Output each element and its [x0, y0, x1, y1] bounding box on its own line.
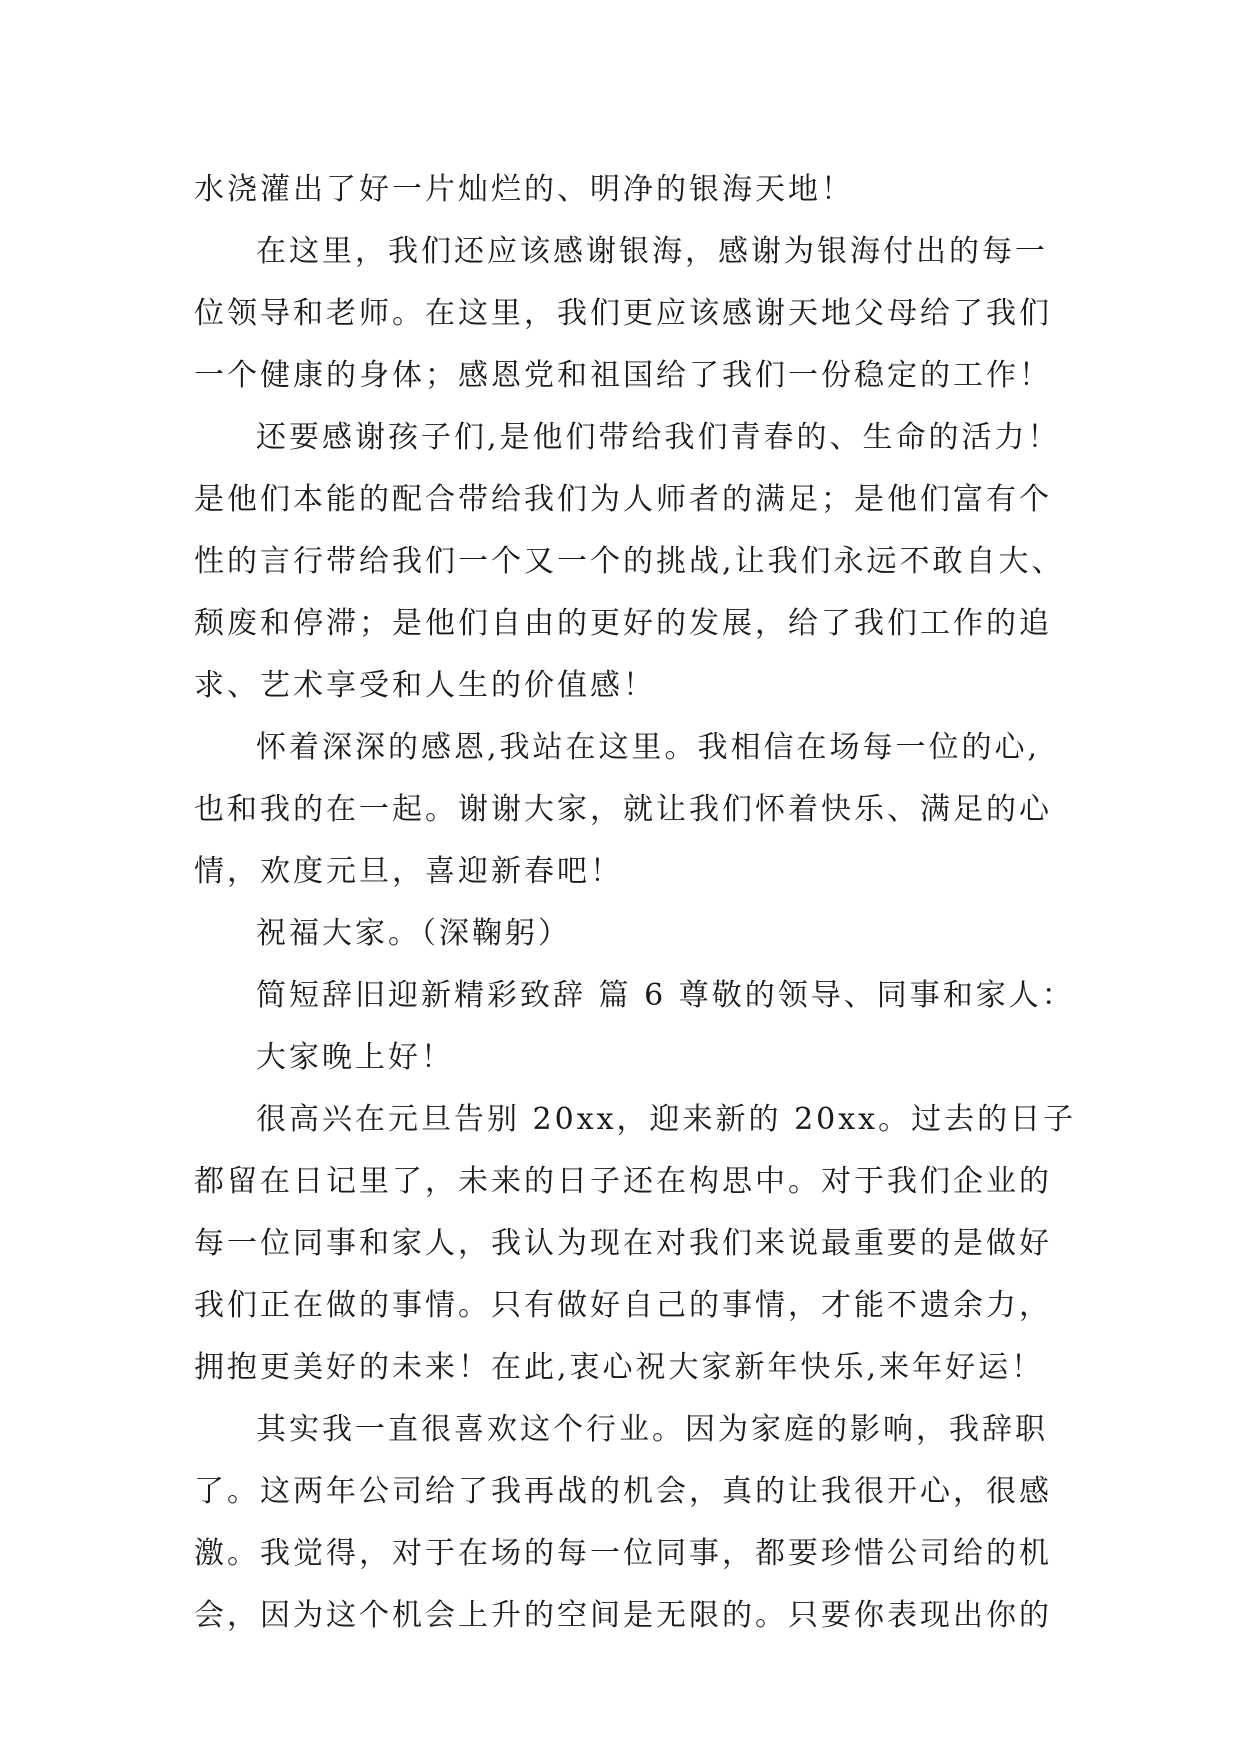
text-line: 每一位同事和家人，我认为现在对我们来说最重要的是做好 — [194, 1226, 1052, 1261]
text-line: 怀着深深的感恩,我站在这里。我相信在场每一位的心, — [256, 730, 1041, 765]
text-line: 激。我觉得，对于在场的每一位同事，都要珍惜公司给的机 — [194, 1536, 1052, 1571]
text-line: 情，欢度元旦，喜迎新春吧！ — [194, 854, 623, 889]
text-line: 位领导和老师。在这里，我们更应该感谢天地父母给了我们 — [194, 296, 1052, 331]
text-line: 都留在日记里了，未来的日子还在构思中。对于我们企业的 — [194, 1164, 1052, 1199]
text-line: 会，因为这个机会上升的空间是无限的。只要你表现出你的 — [194, 1598, 1052, 1633]
text-line: 在这里，我们还应该感谢银海，感谢为银海付出的每一 — [256, 234, 1048, 269]
text-line: 其实我一直很喜欢这个行业。因为家庭的影响，我辞职 — [256, 1412, 1048, 1447]
text-line: 也和我的在一起。谢谢大家，就让我们怀着快乐、满足的心 — [194, 792, 1052, 827]
text-line: 性的言行带给我们一个又一个的挑战,让我们永远不敢自大、 — [194, 544, 1065, 579]
text-line: 大家晚上好！ — [256, 1040, 454, 1075]
text-line: 水浇灌出了好一片灿烂的、明净的银海天地！ — [194, 172, 854, 207]
text-line: 是他们本能的配合带给我们为人师者的满足；是他们富有个 — [194, 482, 1052, 517]
text-line: 很高兴在元旦告别 20xx，迎来新的 20xx。过去的日子 — [256, 1102, 1077, 1137]
text-line: 还要感谢孩子们,是他们带给我们青春的、生命的活力！ — [256, 420, 1061, 455]
text-line: 颓废和停滞；是他们自由的更好的发展，给了我们工作的追 — [194, 606, 1052, 641]
text-line: 了。这两年公司给了我再战的机会，真的让我很开心，很感 — [194, 1474, 1052, 1509]
text-line: 拥抱更美好的未来！在此,衷心祝大家新年快乐,来年好运！ — [194, 1350, 1045, 1385]
body-text — [194, 159, 1077, 1647]
text-line: 我们正在做的事情。只有做好自己的事情，才能不遗余力， — [194, 1288, 1052, 1323]
text-line: 一个健康的身体；感恩党和祖国给了我们一份稳定的工作！ — [194, 358, 1052, 393]
section-heading: 简短辞旧迎新精彩致辞 篇 6 尊敬的领导、同事和家人： — [256, 978, 1075, 1013]
text-line: 求、艺术享受和人生的价值感！ — [194, 668, 656, 703]
text-line: 祝福大家。（深鞠躬） — [256, 916, 571, 951]
